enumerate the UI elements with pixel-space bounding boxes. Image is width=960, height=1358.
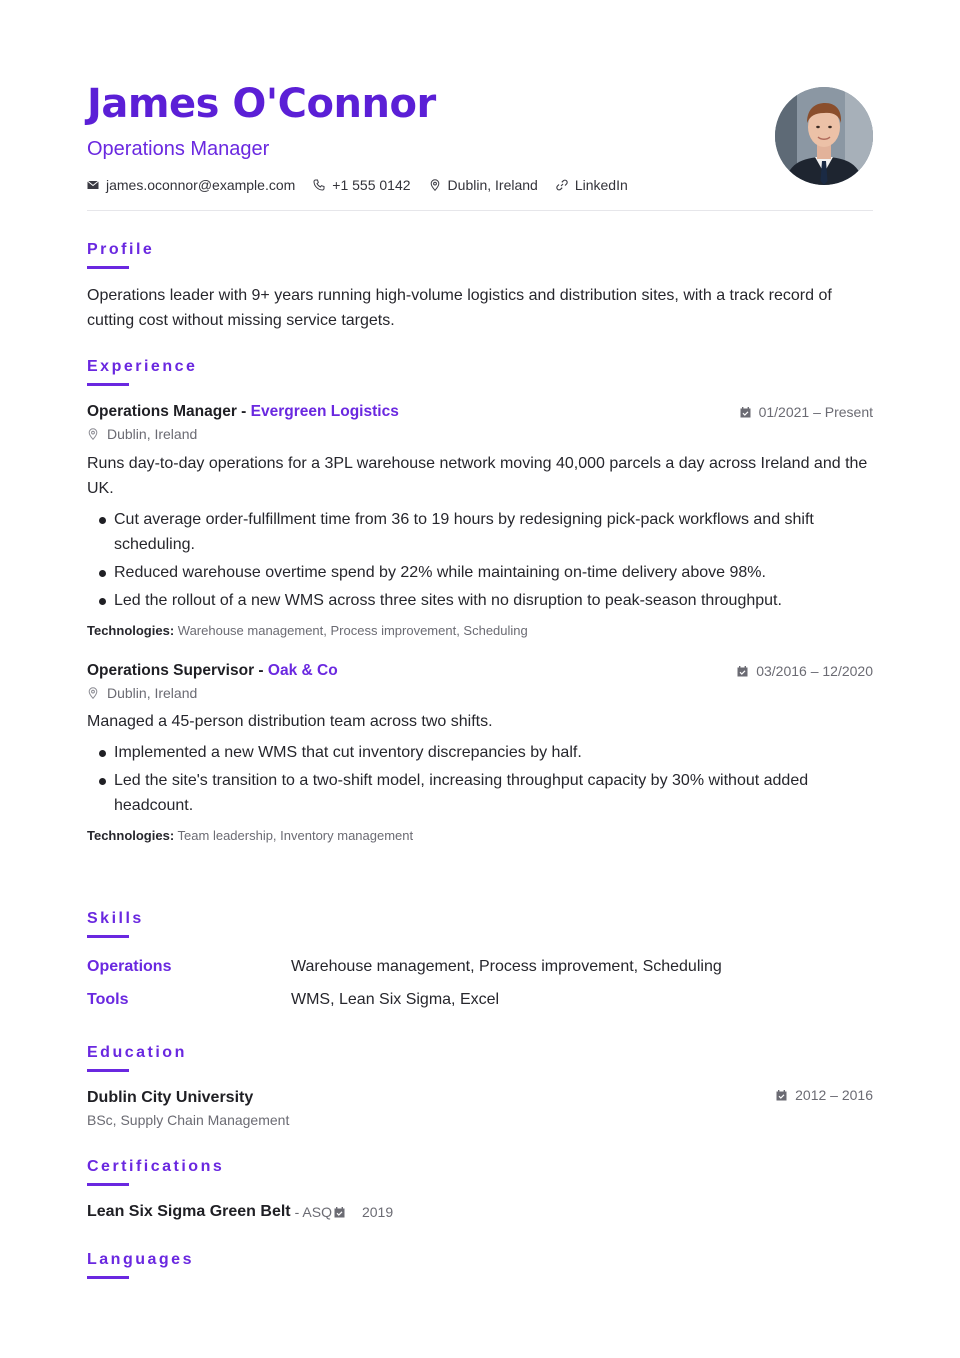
candidate-title: Operations Manager — [87, 138, 270, 160]
heading-underline — [87, 1069, 129, 1072]
job-company: Oak & Co — [267, 662, 338, 679]
job-separator: - — [236, 403, 251, 420]
education-heading: Education — [87, 1044, 187, 1061]
school-name: Dublin City University — [87, 1089, 254, 1106]
experience-heading: Experience — [87, 358, 198, 375]
heading-underline — [87, 1183, 129, 1186]
profile-heading: Profile — [87, 241, 155, 258]
calendar-icon — [776, 1090, 787, 1101]
certifications-heading: Certifications — [87, 1158, 225, 1175]
job-dates-text: 01/2021 – Present — [758, 404, 873, 420]
certification-name: Lean Six Sigma Green Belt — [87, 1203, 291, 1220]
linkedin-text: LinkedIn — [574, 177, 628, 193]
heading-underline — [87, 266, 129, 269]
skill-row — [87, 989, 873, 1022]
skills-list — [87, 956, 873, 1022]
languages-heading: Languages — [87, 1251, 194, 1268]
skill-category: Tools — [87, 991, 129, 1008]
resume-header — [87, 0, 873, 211]
job-location-text: Dublin, Ireland — [107, 426, 198, 442]
list-item: Implemented a new WMS that cut inventory discrepancies by half. — [87, 740, 873, 765]
certification-issuer: - ASQ — [294, 1204, 332, 1220]
certifications-section — [87, 1157, 873, 1223]
heading-underline — [87, 1276, 129, 1279]
link-icon — [556, 179, 568, 191]
job-entry — [87, 660, 873, 846]
avatar — [775, 87, 873, 185]
education-entry — [87, 1087, 873, 1131]
job-dates — [737, 660, 873, 682]
location-text: Dublin, Ireland — [447, 177, 538, 193]
job-separator: - — [254, 662, 268, 679]
certification-entry — [87, 1201, 873, 1223]
education-dates-text: 2012 – 2016 — [795, 1087, 873, 1103]
phone-icon — [313, 179, 325, 191]
location-pin-icon — [87, 428, 99, 440]
location-pin-icon — [429, 179, 441, 191]
calendar-icon — [334, 1207, 345, 1218]
email-text: james.oconnor@example.com — [106, 177, 296, 193]
job-dates — [740, 401, 873, 423]
heading-underline — [87, 935, 129, 938]
job-role: Operations Manager — [87, 403, 237, 420]
contact-phone[interactable] — [313, 175, 410, 195]
degree: BSc, Supply Chain Management — [87, 1112, 290, 1128]
contact-linkedin[interactable] — [556, 175, 628, 195]
list-item: Led the site's transition to a two-shift model, increasing throughput capacity by 30% without added headcount. — [87, 768, 873, 818]
skills-heading: Skills — [87, 910, 144, 927]
job-summary: Managed a 45-person distribution team across two shifts. — [87, 713, 493, 730]
list-item: Led the rollout of a new WMS across three sites with no disruption to peak-season throughput. — [87, 588, 873, 613]
contact-location — [429, 175, 538, 195]
job-summary: Runs day-to-day operations for a 3PL warehouse network moving 40,000 parcels a day across Ireland and the UK. — [87, 455, 868, 497]
education-dates — [776, 1087, 873, 1103]
mail-icon — [87, 179, 99, 191]
job-location-text: Dublin, Ireland — [107, 685, 198, 701]
calendar-icon — [737, 666, 748, 677]
tech-list: Warehouse management, Process improvement, Scheduling — [177, 623, 528, 638]
languages-section — [87, 1250, 873, 1279]
job-company: Evergreen Logistics — [250, 403, 399, 420]
job-dates-text: 03/2016 – 12/2020 — [756, 663, 873, 679]
resume-page — [87, 0, 873, 1268]
job-bullets — [87, 740, 873, 818]
contact-row — [87, 175, 646, 195]
skill-values: Warehouse management, Process improvement, Scheduling — [291, 958, 722, 975]
skills-section — [87, 909, 873, 1022]
job-entry — [87, 401, 873, 641]
education-section — [87, 1043, 873, 1131]
job-header — [87, 401, 873, 423]
job-technologies — [87, 621, 873, 641]
location-pin-icon — [87, 687, 99, 699]
profile-text: Operations leader with 9+ years running high-volume logistics and distribution sites, with a track record of cutting cost without missing service targets. — [87, 287, 832, 329]
profile-section — [87, 240, 873, 333]
calendar-icon — [740, 407, 751, 418]
heading-underline — [87, 383, 129, 386]
job-header — [87, 660, 873, 682]
job-role: Operations Supervisor — [87, 662, 255, 679]
portrait-image — [775, 87, 873, 185]
phone-text: +1 555 0142 — [332, 177, 411, 193]
skill-values: WMS, Lean Six Sigma, Excel — [291, 991, 500, 1008]
certification-date: 2019 — [361, 1204, 394, 1220]
contact-email[interactable] — [87, 175, 295, 195]
job-bullets — [87, 507, 873, 613]
job-technologies — [87, 826, 873, 846]
skill-category: Operations — [87, 958, 172, 975]
tech-label: Technologies: — [87, 623, 175, 638]
list-item: Cut average order-fulfillment time from 36 to 19 hours by redesigning pick-pack workflows and shift scheduling. — [87, 507, 873, 557]
tech-label: Technologies: — [87, 828, 175, 843]
job-location — [87, 423, 873, 445]
job-location — [87, 682, 873, 704]
experience-section — [87, 357, 873, 846]
skill-row — [87, 956, 873, 989]
tech-list: Team leadership, Inventory management — [177, 828, 414, 843]
list-item: Reduced warehouse overtime spend by 22% while maintaining on-time delivery above 98%. — [87, 560, 873, 585]
candidate-name: James O'Connor — [87, 81, 436, 127]
